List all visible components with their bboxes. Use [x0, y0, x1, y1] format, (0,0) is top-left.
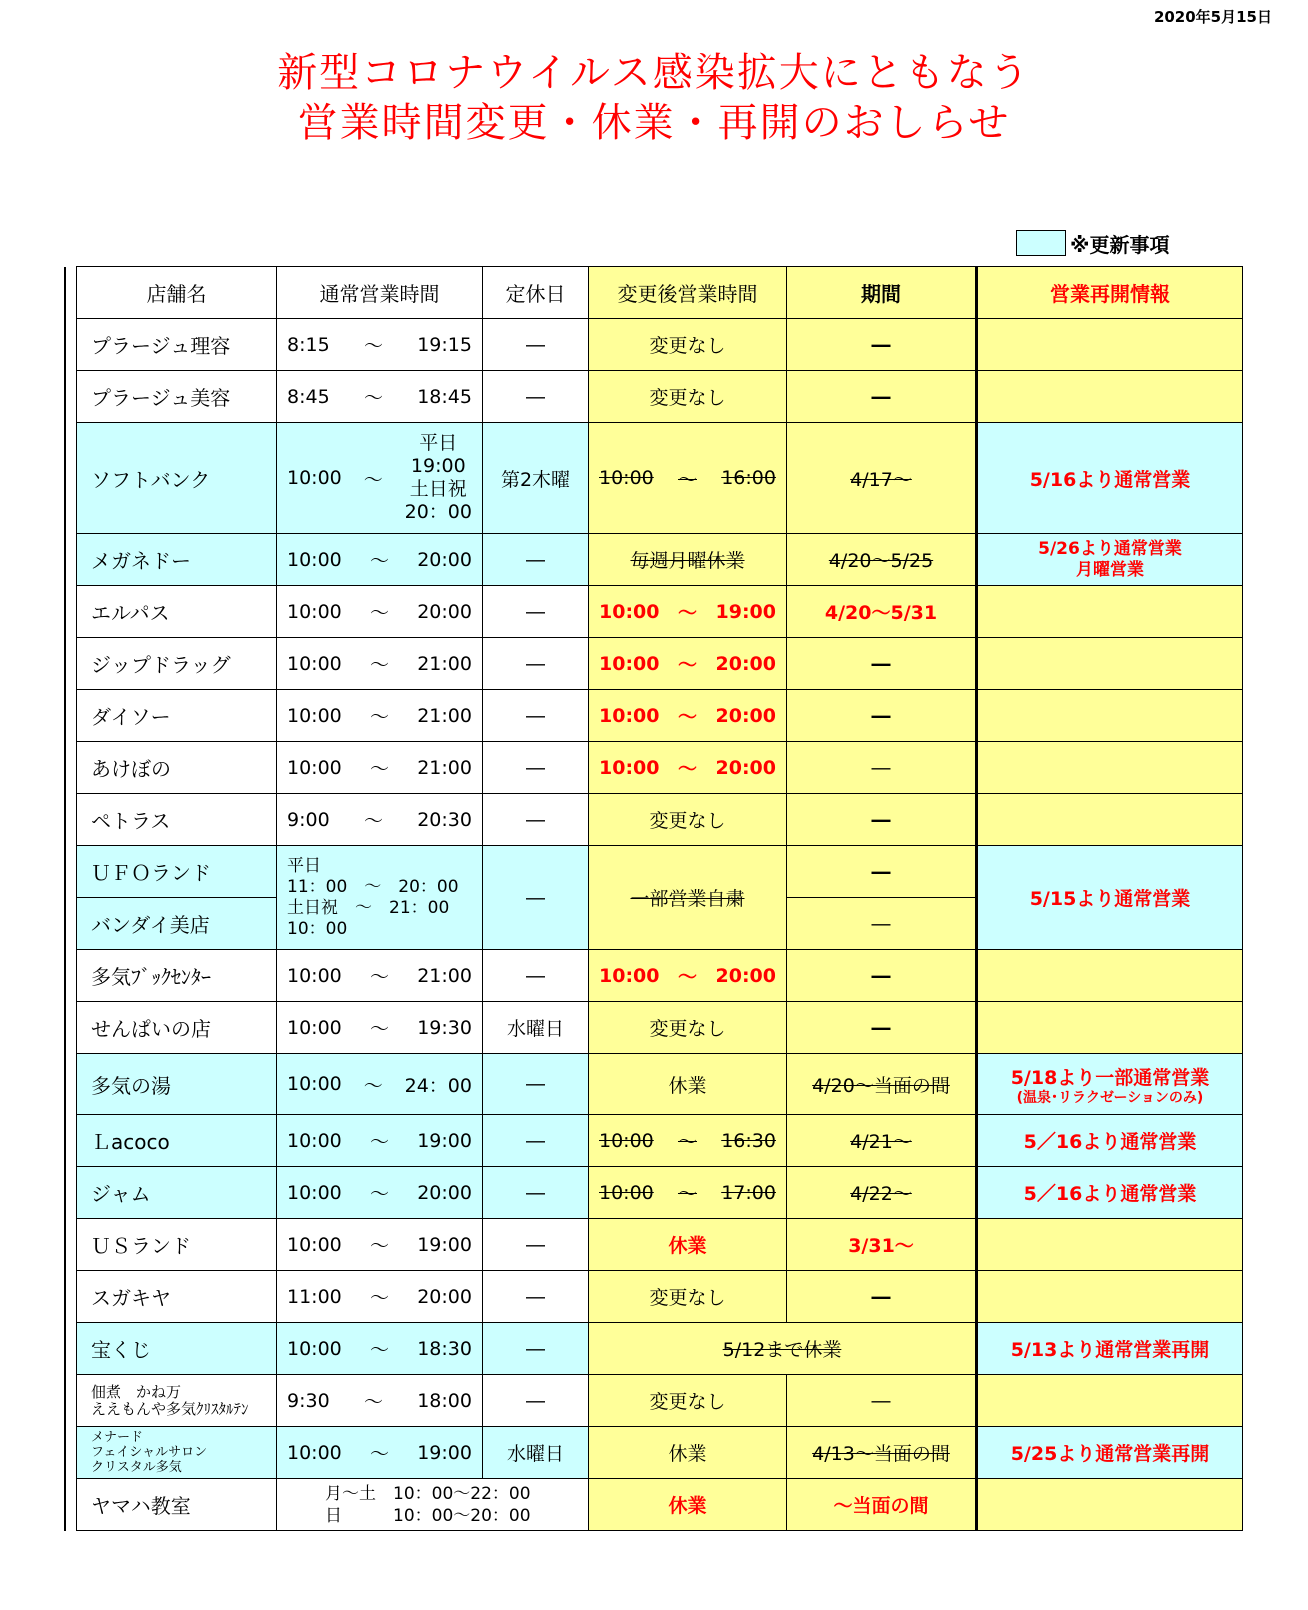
- reopen-info: 5/16より通常営業: [977, 423, 1243, 534]
- table-row: [65, 1115, 1243, 1167]
- changed-hours: 5/12まで休業: [589, 1323, 977, 1375]
- changed-close: 16:30: [721, 1129, 776, 1152]
- store-name: せんぱいの店: [77, 1002, 277, 1054]
- store-name: ソフトバンク: [77, 423, 277, 534]
- open-time: 8:45: [287, 385, 330, 408]
- period: 4/17～: [787, 423, 977, 534]
- reopen-info: [977, 1054, 1243, 1115]
- period: 4/20～5/31: [787, 586, 977, 638]
- period: ―: [787, 950, 977, 1002]
- changed-close: 20:00: [715, 704, 776, 727]
- reopen-info: [977, 638, 1243, 690]
- tilde: ～: [369, 1443, 389, 1465]
- table-row: [65, 1427, 1243, 1479]
- close-holiday-time: 20：00: [404, 501, 472, 523]
- header-hours: 通常営業時間: [277, 267, 483, 319]
- title-line-1: 新型コロナウイルス感染拡大にともなう: [277, 50, 1031, 96]
- close-weekday-time: 19:00: [410, 455, 466, 477]
- table-row: [65, 846, 1243, 898]
- reopen-info: [977, 1375, 1243, 1427]
- table-row: [65, 690, 1243, 742]
- reopen-info: [977, 319, 1243, 371]
- period: ―: [787, 1271, 977, 1323]
- table-row: [65, 319, 1243, 371]
- tilde: ～: [677, 1183, 697, 1205]
- close-time: 20:00: [417, 1285, 472, 1308]
- page-title: [0, 48, 1308, 148]
- open-time: 10:00: [287, 1181, 342, 1204]
- tilde: ～: [369, 706, 389, 728]
- tilde: ～: [369, 1183, 389, 1205]
- open-time: 10:00: [287, 1233, 342, 1256]
- changed-hours: 毎週月曜休業: [589, 534, 787, 586]
- close-time: 20:00: [417, 1181, 472, 1204]
- store-name: 宝くじ: [77, 1323, 277, 1375]
- store-name-line: フェイシャルサロン: [91, 1445, 208, 1460]
- reopen-info: [977, 690, 1243, 742]
- changed-close: 20:00: [715, 964, 776, 987]
- closed-day: ―: [483, 1054, 589, 1115]
- close-time: 19:30: [417, 1016, 472, 1039]
- table-row: [65, 1054, 1243, 1115]
- tilde: ～: [369, 1018, 389, 1040]
- close-time: 20:30: [417, 808, 472, 831]
- closed-day: ―: [483, 1323, 589, 1375]
- tilde: ～: [677, 468, 697, 491]
- close-time: 19:15: [417, 333, 472, 356]
- store-name-line: クリスタル多気: [91, 1460, 182, 1475]
- changed-open: 10:00: [599, 652, 660, 675]
- store-name: プラージュ美容: [77, 371, 277, 423]
- changed-close: 19:00: [715, 600, 776, 623]
- tilde: ～: [363, 810, 383, 832]
- hours-block: [277, 846, 483, 950]
- table-row: [65, 950, 1243, 1002]
- reopen-info: [977, 1479, 1243, 1531]
- period: ―: [787, 1002, 977, 1054]
- changed-hours: 休業: [589, 1219, 787, 1271]
- reopen-note: (温泉･リラクゼーションのみ): [1016, 1089, 1204, 1106]
- reopen-info: 5/15より通常営業: [977, 846, 1243, 950]
- tilde: ～: [677, 602, 697, 624]
- reopen-line: 5/26より通常営業: [1038, 538, 1182, 559]
- store-name: ヤマハ教室: [77, 1479, 277, 1531]
- closed-day: ―: [483, 1219, 589, 1271]
- changed-hours: 変更なし: [589, 371, 787, 423]
- store-hours-table: [64, 266, 1243, 1531]
- open-time: 10:00: [287, 1337, 342, 1360]
- hours-line: 平日: [287, 855, 321, 876]
- changed-hours: 変更なし: [589, 319, 787, 371]
- reopen-info: 5/13より通常営業再開: [977, 1323, 1243, 1375]
- open-time: 8:15: [287, 333, 330, 356]
- close-holiday-label: 土日祝: [409, 478, 467, 500]
- period: ―: [787, 638, 977, 690]
- changed-hours: 休業: [589, 1479, 787, 1531]
- tilde: ～: [369, 966, 389, 988]
- open-time: 10:00: [287, 600, 342, 623]
- tilde: ～: [369, 654, 389, 676]
- tilde: ～: [369, 1131, 389, 1153]
- tilde: ～: [369, 1287, 389, 1309]
- open-time: 10:00: [287, 756, 342, 779]
- tilde: ～: [363, 1074, 383, 1097]
- changed-hours: 変更なし: [589, 794, 787, 846]
- store-name: [77, 1375, 277, 1427]
- table-row: [65, 1271, 1243, 1323]
- table-row: [65, 586, 1243, 638]
- period: 4/13～当面の間: [787, 1427, 977, 1479]
- changed-close: 20:00: [715, 756, 776, 779]
- table-row: [65, 1167, 1243, 1219]
- tilde: ～: [369, 550, 389, 572]
- period: ―: [787, 794, 977, 846]
- open-time: 10:00: [287, 652, 342, 675]
- reopen-info: [977, 794, 1243, 846]
- header-new-hours: 変更後営業時間: [589, 267, 787, 319]
- legend-label: ※更新事項: [1070, 232, 1170, 257]
- reopen-info: [977, 534, 1243, 586]
- closed-day: ―: [483, 950, 589, 1002]
- close-time: 20:00: [417, 548, 472, 571]
- closed-day: ―: [483, 586, 589, 638]
- closed-day: 水曜日: [483, 1427, 589, 1479]
- tilde: ～: [363, 387, 383, 409]
- open-time: 10:00: [287, 1073, 342, 1095]
- store-name: ＵＳランド: [77, 1219, 277, 1271]
- tilde: ～: [369, 1339, 389, 1361]
- open-time: 9:30: [287, 1389, 330, 1412]
- tilde: ～: [363, 1391, 383, 1413]
- reopen-info: [977, 742, 1243, 794]
- close-weekday-label: 平日: [419, 432, 458, 454]
- closed-day: ―: [483, 319, 589, 371]
- changed-open: 10:00: [599, 964, 660, 987]
- tilde: ～: [677, 654, 697, 676]
- header-period: 期間: [787, 267, 977, 319]
- store-name: プラージュ理容: [77, 319, 277, 371]
- open-time: 10:00: [287, 1129, 342, 1152]
- closed-day: ―: [483, 742, 589, 794]
- hours-line: 10：00: [287, 918, 348, 939]
- table-row: [65, 742, 1243, 794]
- store-name-line: ええもんや多気ｸﾘｽﾀﾙﾃﾝ: [91, 1399, 249, 1418]
- close-time: 21:00: [417, 756, 472, 779]
- reopen-info: [977, 950, 1243, 1002]
- table-row: [65, 534, 1243, 586]
- period: ―: [787, 846, 977, 898]
- period: ―: [787, 690, 977, 742]
- close-time: 19:00: [417, 1233, 472, 1256]
- period: ―: [787, 898, 977, 950]
- table-row: [65, 1375, 1243, 1427]
- reopen-info: [977, 1271, 1243, 1323]
- close-time: 19:00: [417, 1441, 472, 1464]
- reopen-line: 月曜営業: [1076, 559, 1144, 580]
- period: 4/20～当面の間: [787, 1054, 977, 1115]
- store-name: あけぼの: [77, 742, 277, 794]
- open-time: 11:00: [287, 1285, 342, 1308]
- closed-day: ―: [483, 371, 589, 423]
- changed-close: 17:00: [721, 1181, 776, 1204]
- close-time: 24：00: [404, 1074, 472, 1097]
- changed-open: 10:00: [599, 1181, 654, 1204]
- table-header-row: [65, 267, 1243, 319]
- changed-close: 20:00: [715, 652, 776, 675]
- closed-day: ―: [483, 690, 589, 742]
- legend: [1016, 230, 1169, 256]
- table-row: [65, 1323, 1243, 1375]
- hours-block: [277, 1479, 589, 1531]
- store-name: 多気ﾌﾞｯｸｾﾝﾀｰ: [77, 950, 277, 1002]
- close-time-block: [405, 432, 472, 524]
- reopen-line: 5/18より一部通常営業: [1010, 1066, 1210, 1089]
- table-row: [65, 371, 1243, 423]
- reopen-info: [977, 371, 1243, 423]
- store-name: [77, 1427, 277, 1479]
- tilde: ～: [369, 1235, 389, 1257]
- open-time: 10:00: [287, 1016, 342, 1039]
- store-name: ジャム: [77, 1167, 277, 1219]
- changed-open: 10:00: [599, 1129, 654, 1152]
- period: ～当面の間: [787, 1479, 977, 1531]
- store-name-line: 佃煮 かね万: [91, 1382, 182, 1401]
- close-time: 18:00: [417, 1389, 472, 1412]
- period: 4/20～5/25: [787, 534, 977, 586]
- tilde: ～: [369, 602, 389, 624]
- open-time: 10:00: [287, 467, 342, 489]
- closed-day: ―: [483, 534, 589, 586]
- tilde: ～: [677, 706, 697, 728]
- changed-open: 10:00: [599, 467, 654, 489]
- changed-open: 10:00: [599, 756, 660, 779]
- table-row: [65, 794, 1243, 846]
- period: ―: [787, 742, 977, 794]
- period: ―: [787, 1375, 977, 1427]
- changed-hours: 変更なし: [589, 1271, 787, 1323]
- open-time: 10:00: [287, 704, 342, 727]
- closed-day: ―: [483, 1167, 589, 1219]
- changed-open: 10:00: [599, 600, 660, 623]
- tilde: ～: [677, 1131, 697, 1153]
- close-time: 18:45: [417, 385, 472, 408]
- tilde: ～: [369, 758, 389, 780]
- closed-day: ―: [483, 1375, 589, 1427]
- close-time: 20:00: [417, 600, 472, 623]
- reopen-info: 5／16より通常営業: [977, 1167, 1243, 1219]
- store-name: メガネドー: [77, 534, 277, 586]
- store-name: ＵＦＯランド: [77, 846, 277, 898]
- header-reopen: 営業再開情報: [977, 267, 1243, 319]
- table-row: [65, 1219, 1243, 1271]
- tilde: ～: [677, 758, 697, 780]
- reopen-info: [977, 586, 1243, 638]
- closed-day: ―: [483, 1115, 589, 1167]
- closed-day: ―: [483, 638, 589, 690]
- legend-swatch: [1016, 230, 1066, 256]
- table-row: [65, 1479, 1243, 1531]
- table-row: [65, 638, 1243, 690]
- close-time: 21:00: [417, 652, 472, 675]
- table-row: [65, 1002, 1243, 1054]
- store-name: バンダイ美店: [77, 898, 277, 950]
- hours-line: 11：00 ～ 20：00: [287, 876, 459, 897]
- period: 4/22～: [787, 1167, 977, 1219]
- store-name-line: メナード: [91, 1430, 144, 1445]
- store-name: ジップドラッグ: [77, 638, 277, 690]
- changed-close: 16:00: [721, 467, 776, 489]
- tilde: ～: [363, 468, 383, 491]
- reopen-info: [977, 1002, 1243, 1054]
- store-name: スガキヤ: [77, 1271, 277, 1323]
- store-name: ダイソー: [77, 690, 277, 742]
- store-name: Ｌacoco: [77, 1115, 277, 1167]
- open-time: 10:00: [287, 1441, 342, 1464]
- close-time: 21:00: [417, 964, 472, 987]
- period: 4/21～: [787, 1115, 977, 1167]
- closed-day: ―: [483, 1271, 589, 1323]
- store-name: 多気の湯: [77, 1054, 277, 1115]
- open-time: 9:00: [287, 808, 330, 831]
- document-date: 2020年5月15日: [1153, 8, 1272, 26]
- closed-day: ―: [483, 794, 589, 846]
- changed-hours: 休業: [589, 1054, 787, 1115]
- open-time: 10:00: [287, 548, 342, 571]
- closed-day: ―: [483, 846, 589, 950]
- header-store: 店舗名: [77, 267, 277, 319]
- changed-hours: 休業: [589, 1427, 787, 1479]
- title-line-2: 営業時間変更・休業・再開のおしらせ: [297, 100, 1011, 146]
- hours-line: 土日祝 ～ 21：00: [287, 897, 450, 918]
- changed-hours: 変更なし: [589, 1375, 787, 1427]
- reopen-info: 5／16より通常営業: [977, 1115, 1243, 1167]
- close-time: 19:00: [417, 1129, 472, 1152]
- table-row: [65, 423, 1243, 534]
- store-name: エルパス: [77, 586, 277, 638]
- tilde: ～: [363, 335, 383, 357]
- period: 3/31～: [787, 1219, 977, 1271]
- closed-day: 水曜日: [483, 1002, 589, 1054]
- open-time: 10:00: [287, 964, 342, 987]
- closed-day: 第2木曜: [483, 423, 589, 534]
- close-time: 21:00: [417, 704, 472, 727]
- close-time: 18:30: [417, 1337, 472, 1360]
- changed-open: 10:00: [599, 704, 660, 727]
- reopen-info: [977, 1219, 1243, 1271]
- reopen-info: 5/25より通常営業再開: [977, 1427, 1243, 1479]
- hours-line: 月～土 10：00～22：00: [325, 1483, 531, 1504]
- header-closed: 定休日: [483, 267, 589, 319]
- changed-hours: 変更なし: [589, 1002, 787, 1054]
- changed-hours: 一部営業自粛: [589, 846, 787, 950]
- period: ―: [787, 371, 977, 423]
- period: ―: [787, 319, 977, 371]
- tilde: ～: [677, 966, 697, 988]
- hours-line: 日 10：00～20：00: [325, 1505, 531, 1526]
- store-name: ペトラス: [77, 794, 277, 846]
